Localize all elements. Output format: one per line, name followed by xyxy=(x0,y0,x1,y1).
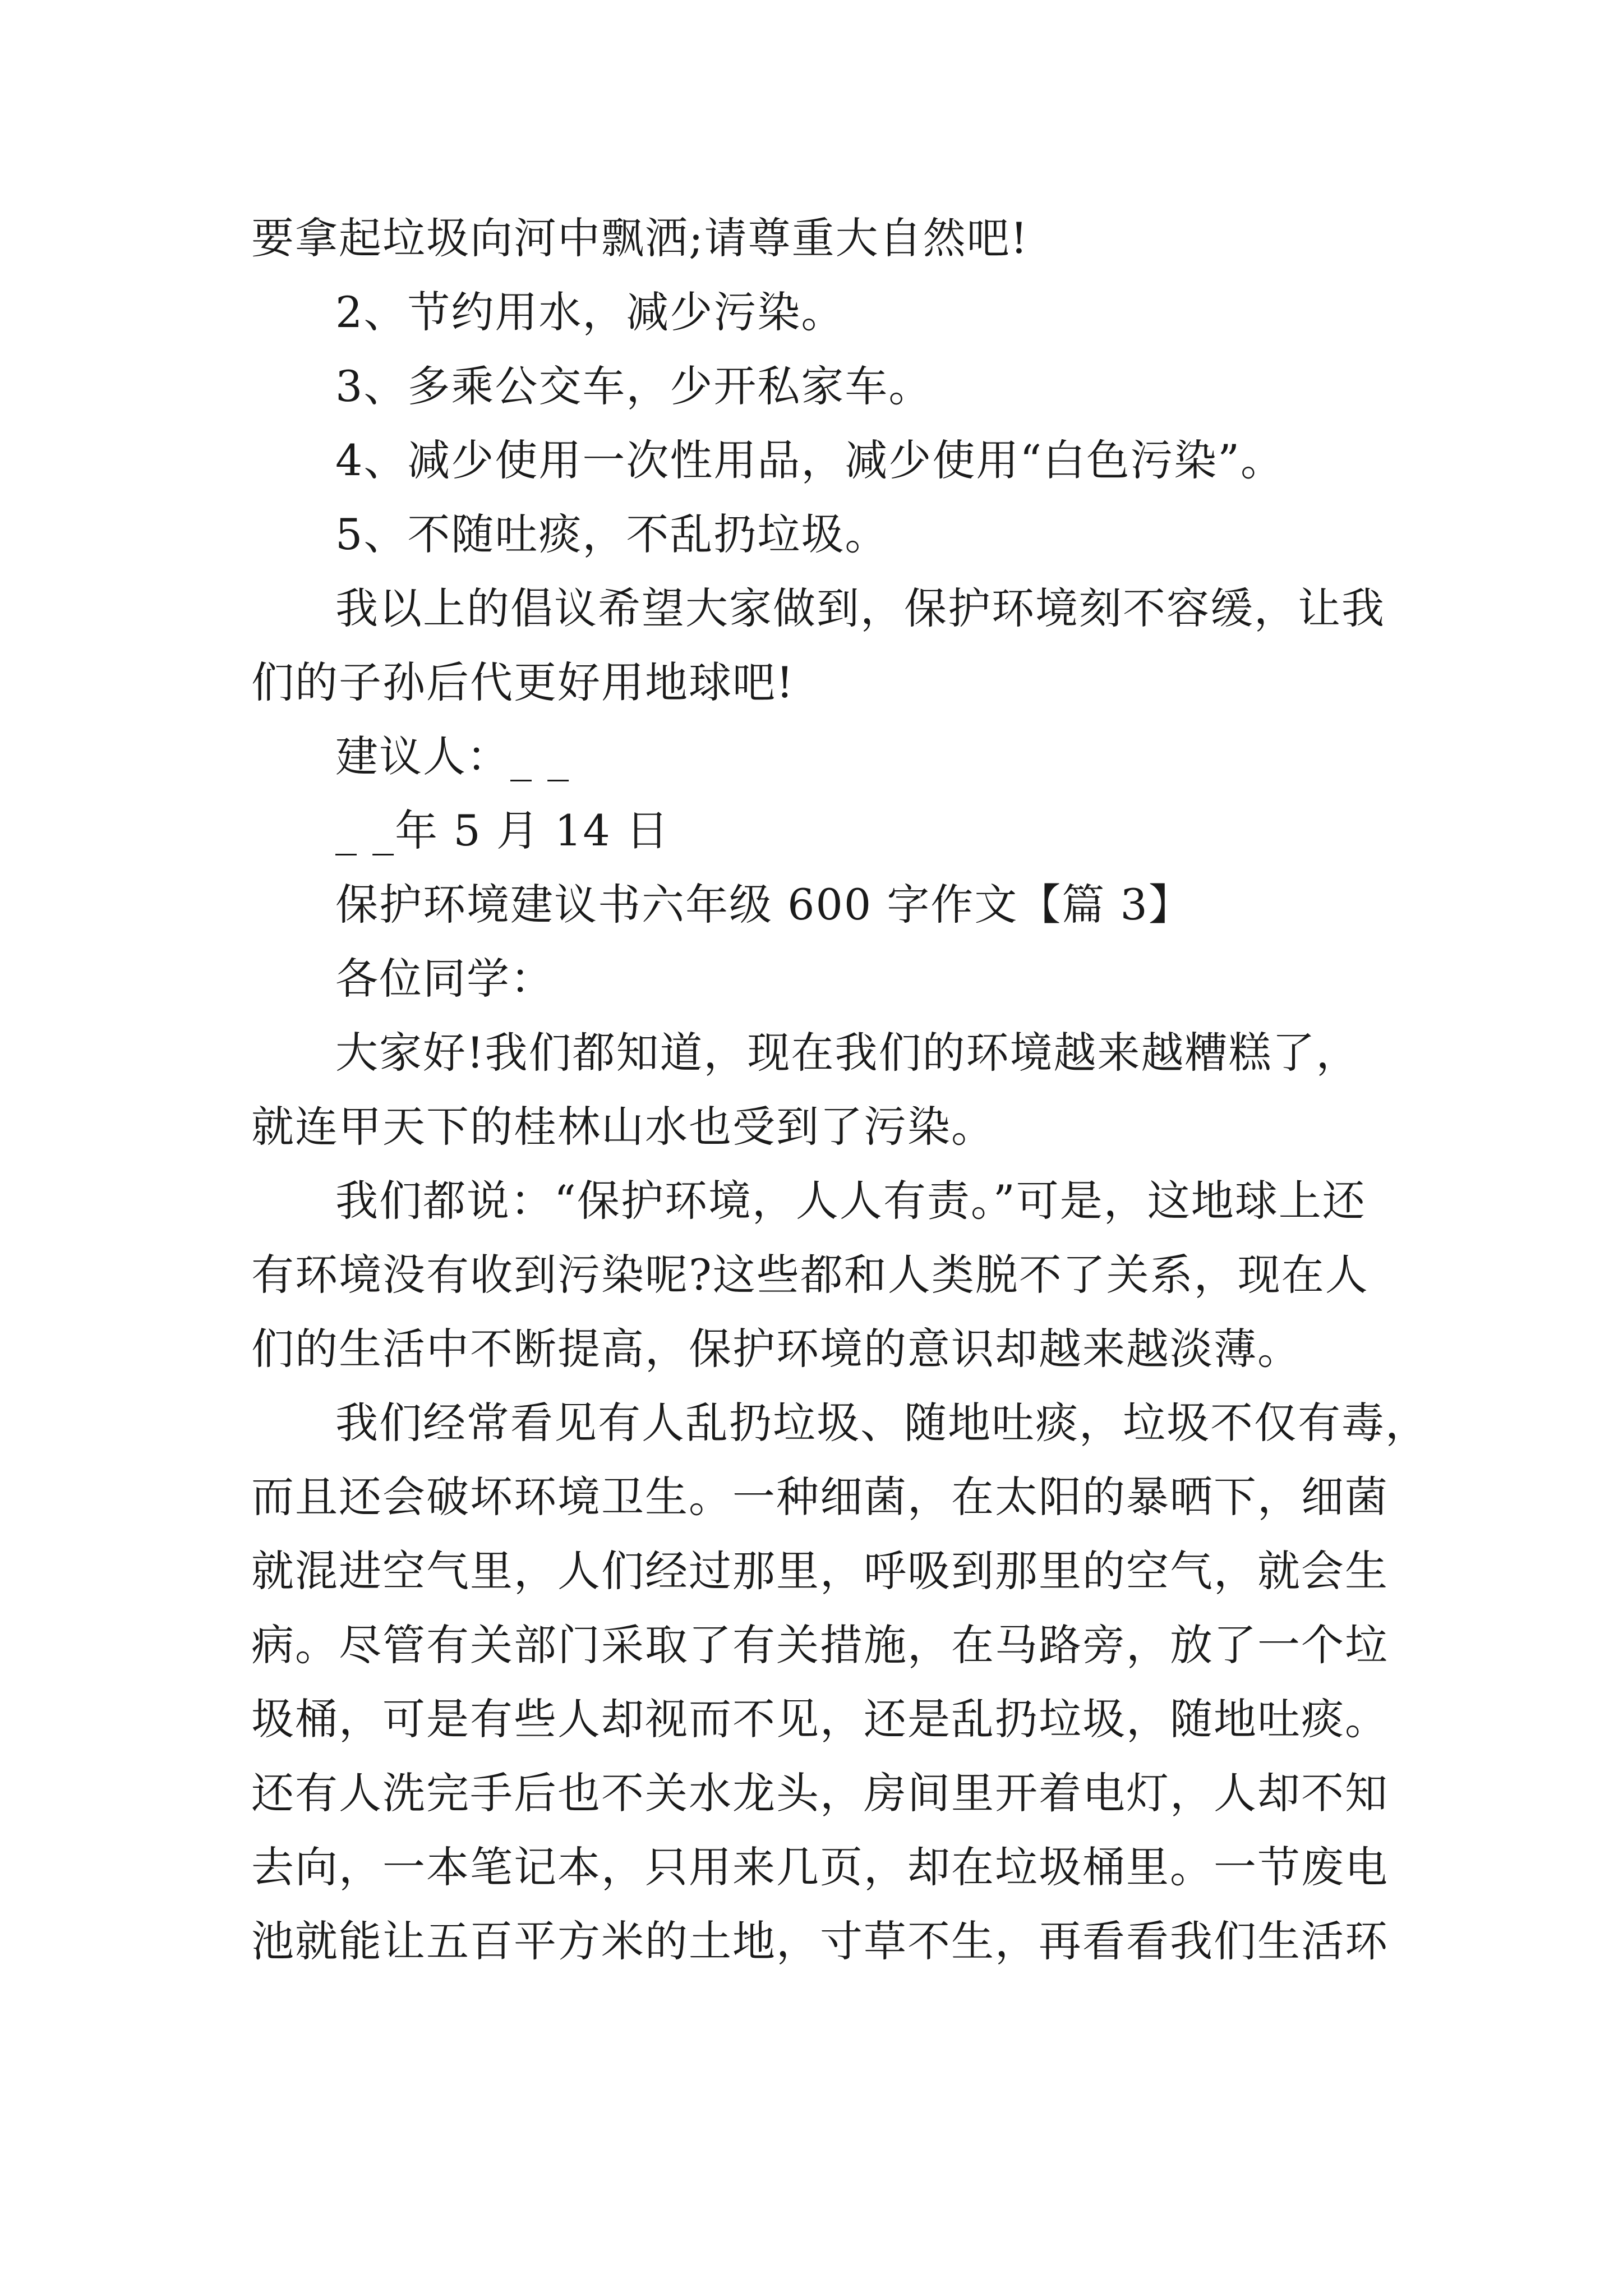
text-line-19: 就混进空气里，人们经过那里，呼吸到那里的空气，就会生 xyxy=(251,1546,1389,1596)
text-line-16: 们的生活中不断提高，保护环境的意识却越来越淡薄。 xyxy=(251,1324,1301,1374)
text-line-17: 我们经常看见有人乱扔垃圾、随地吐痰，垃圾不仅有毒， xyxy=(335,1398,1429,1448)
text-line-2: 2、节约用水，减少污染。 xyxy=(335,287,845,337)
text-line-21: 圾桶，可是有些人却视而不见，还是乱扔垃圾，随地吐痰。 xyxy=(251,1694,1389,1744)
text-line-15: 有环境没有收到污染呢?这些都和人类脱不了关系，现在人 xyxy=(251,1250,1369,1300)
text-line-7: 们的子孙后代更好用地球吧! xyxy=(251,657,795,707)
text-line-5: 5、不随吐痰，不乱扔垃圾。 xyxy=(335,509,889,559)
text-line-4: 4、减少使用一次性用品，减少使用“白色污染”。 xyxy=(335,435,1285,485)
text-line-11: 各位同学： xyxy=(335,954,554,1004)
text-line-22: 还有人洗完手后也不关水龙头，房间里开着电灯，人却不知 xyxy=(251,1768,1389,1818)
text-line-20: 病。尽管有关部门采取了有关措施，在马路旁，放了一个垃 xyxy=(251,1620,1389,1670)
text-line-24: 池就能让五百平方米的土地，寸草不生，再看看我们生活环 xyxy=(251,1916,1389,1966)
text-line-14: 我们都说：“保护环境，人人有责。”可是，这地球上还 xyxy=(335,1176,1366,1226)
text-line-18: 而且还会破坏环境卫生。一种细菌，在太阳的暴晒下，细菌 xyxy=(251,1472,1389,1522)
text-line-1: 要拿起垃圾向河中飘洒;请尊重大自然吧! xyxy=(251,213,1029,263)
text-line-10: 保护环境建议书六年级 600 字作文【篇 3】 xyxy=(335,880,1192,930)
text-line-8: 建议人：_ _ xyxy=(335,731,570,781)
text-line-6: 我以上的倡议希望大家做到，保护环境刻不容缓，让我 xyxy=(335,583,1385,633)
text-line-3: 3、多乘公交车，少开私家车。 xyxy=(335,361,933,411)
text-line-23: 去向，一本笔记本，只用来几页，却在垃圾桶里。一节废电 xyxy=(251,1842,1389,1892)
text-line-13: 就连甲天下的桂林山水也受到了污染。 xyxy=(251,1102,995,1152)
text-line-12: 大家好!我们都知道，现在我们的环境越来越糟糕了， xyxy=(335,1028,1360,1078)
text-line-9: _ _年 5 月 14 日 xyxy=(335,806,670,855)
